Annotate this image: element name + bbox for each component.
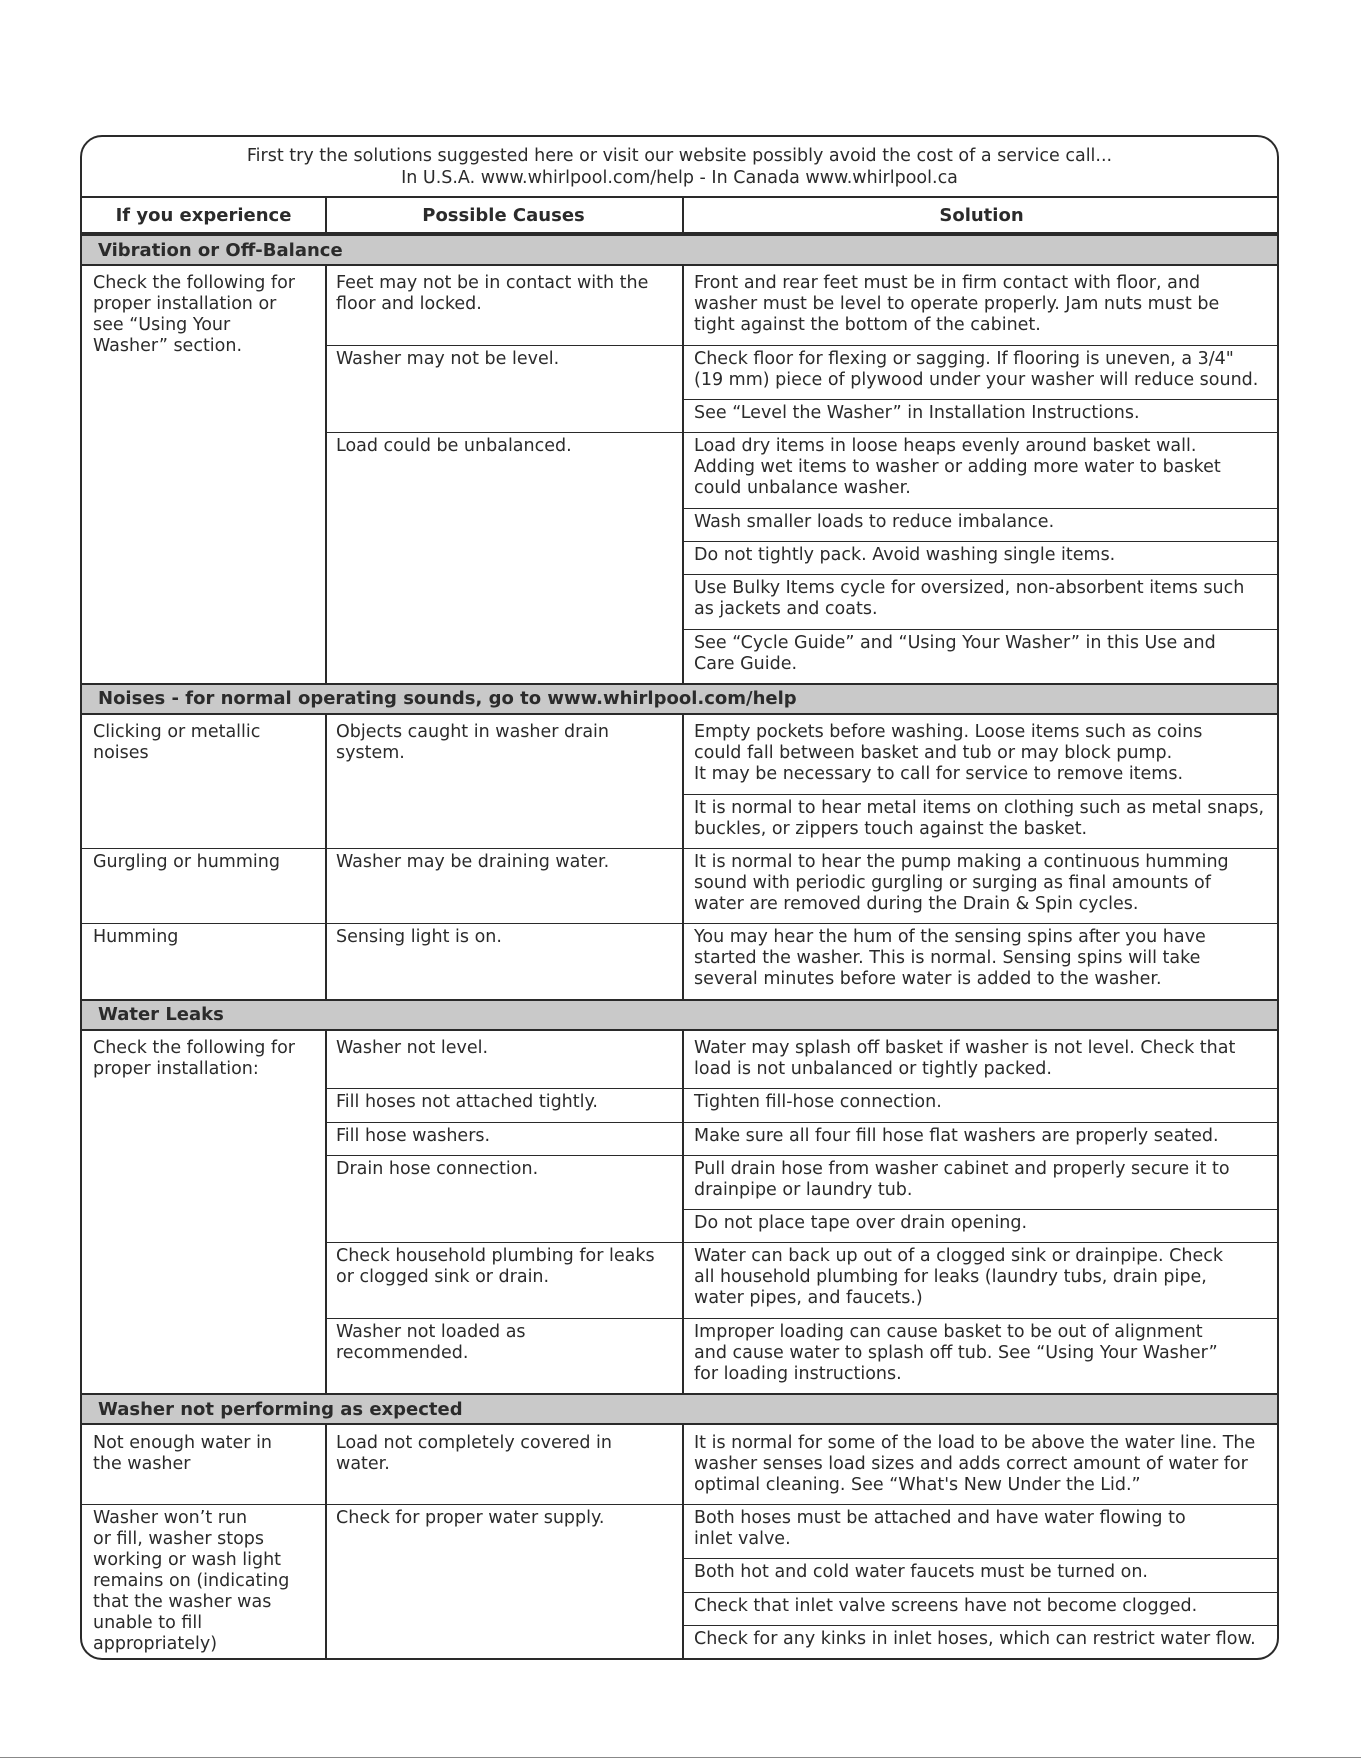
cause-cell: Fill hoses not attached tightly. xyxy=(336,1092,598,1113)
intro-banner xyxy=(82,137,1277,196)
problem-cell: Washer won’t run or fill, washer stops working or wash light remains on (indicating that the washer was unable to fill appropriately) xyxy=(93,1507,290,1654)
solution-cell: Both hoses must be attached and have water flowing to inlet valve. xyxy=(694,1507,1186,1549)
solution-cell: It is normal for some of the load to be above the water line. The washer senses load sizes and adds correct amount of water for optimal cleaning. See “What's New Under the Lid.” xyxy=(694,1432,1256,1495)
cause-cell: Sensing light is on. xyxy=(336,927,502,948)
solution-cell: Water may splash off basket if washer is not level. Check that load is not unbalanced or tightly packed. xyxy=(694,1038,1236,1080)
cause-cell: Washer may not be level. xyxy=(336,348,560,369)
solution-cell: Water can back up out of a clogged sink or drainpipe. Check all household plumbing for leaks (laundry tubs, drain pipe, water pipes, and faucets.) xyxy=(694,1246,1224,1309)
cause-cell: Drain hose connection. xyxy=(336,1158,539,1179)
solution-cell: See “Level the Washer” in Installation Instructions. xyxy=(694,403,1140,424)
cause-cell: Objects caught in washer drain system. xyxy=(336,722,610,764)
solution-cell: See “Cycle Guide” and “Using Your Washer” in this Use and Care Guide. xyxy=(694,632,1216,674)
problem-cell: Check the following for proper installation: xyxy=(93,1038,295,1080)
troubleshooting-table xyxy=(80,135,1279,1660)
page-bottom-rule xyxy=(0,1757,1361,1758)
solution-cell: Do not tightly pack. Avoid washing single items. xyxy=(694,544,1116,565)
solution-cell: Wash smaller loads to reduce imbalance. xyxy=(694,511,1055,532)
section-header: Noises - for normal operating sounds, go to www.whirlpool.com/help xyxy=(82,683,1279,715)
solution-cell: Load dry items in loose heaps evenly around basket wall. Adding wet items to washer or adding more water to basket could unbalance washer. xyxy=(694,436,1221,499)
cause-cell: Washer not level. xyxy=(336,1038,489,1059)
solution-cell: Make sure all four fill hose flat washers are properly seated. xyxy=(694,1125,1219,1146)
cause-cell: Load could be unbalanced. xyxy=(336,436,572,457)
solution-cell: Tighten fill-hose connection. xyxy=(694,1092,942,1113)
cause-cell: Washer may be draining water. xyxy=(336,851,610,872)
problem-cell: Clicking or metallic noises xyxy=(93,722,261,764)
solution-cell: Check for any kinks in inlet hoses, which can restrict water flow. xyxy=(694,1628,1256,1649)
cause-cell: Check household plumbing for leaks or clogged sink or drain. xyxy=(336,1246,655,1288)
cause-cell: Fill hose washers. xyxy=(336,1125,491,1146)
section-header: Water Leaks xyxy=(82,999,1279,1031)
intro-line-1: First try the solutions suggested here or visit our website possibly avoid the cost of a service call... xyxy=(246,145,1113,166)
solution-cell: Check floor for flexing or sagging. If flooring is uneven, a 3/4" (19 mm) piece of plywood under your washer will reduce sound. xyxy=(694,348,1259,390)
solution-cell: Front and rear feet must be in firm contact with floor, and washer must be level to operate properly. Jam nuts must be tight against the bottom of the cabinet. xyxy=(694,273,1220,336)
intro-line-2: In U.S.A. www.whirlpool.com/help - In Canada www.whirlpool.ca xyxy=(401,167,958,188)
section-header: Vibration or Off-Balance xyxy=(82,234,1279,266)
solution-cell: Both hot and cold water faucets must be turned on. xyxy=(694,1562,1148,1583)
problem-cell: Humming xyxy=(93,927,179,948)
cause-cell: Washer not loaded as recommended. xyxy=(336,1321,526,1363)
solution-cell: Check that inlet valve screens have not become clogged. xyxy=(694,1595,1198,1616)
solution-cell: Improper loading can cause basket to be out of alignment and cause water to splash off tub. See “Using Your Washer” for loading instructions. xyxy=(694,1321,1218,1384)
problem-cell: Check the following for proper installation or see “Using Your Washer” section. xyxy=(93,273,295,357)
section-header: Washer not performing as expected xyxy=(82,1393,1279,1425)
cause-cell: Check for proper water supply. xyxy=(336,1507,605,1528)
cause-cell: Load not completely covered in water. xyxy=(336,1432,612,1474)
cause-cell: Feet may not be in contact with the floor and locked. xyxy=(336,273,649,315)
problem-cell: Gurgling or humming xyxy=(93,851,280,872)
solution-cell: It is normal to hear the pump making a continuous humming sound with periodic gurgling or surging as final amounts of water are removed during the Drain & Spin cycles. xyxy=(694,851,1229,914)
solution-cell: Pull drain hose from washer cabinet and properly secure it to drainpipe or laundry tub. xyxy=(694,1158,1230,1200)
table-body xyxy=(82,234,1277,1658)
column-header-solution: Solution xyxy=(939,204,1024,226)
column-header-causes: Possible Causes xyxy=(422,204,585,226)
solution-cell: It is normal to hear metal items on clothing such as metal snaps, buckles, or zippers touch against the basket. xyxy=(694,797,1265,839)
column-header-row xyxy=(82,196,1277,234)
column-header-experience: If you experience xyxy=(115,204,292,226)
problem-cell: Not enough water in the washer xyxy=(93,1432,273,1474)
solution-cell: You may hear the hum of the sensing spins after you have started the washer. This is normal. Sensing spins will take several minutes before water is added to the washer. xyxy=(694,927,1206,990)
solution-cell: Use Bulky Items cycle for oversized, non-absorbent items such as jackets and coats. xyxy=(694,578,1245,620)
solution-cell: Empty pockets before washing. Loose items such as coins could fall between basket and tub or may block pump. It may be necessary to call for service to remove items. xyxy=(694,722,1203,785)
solution-cell: Do not place tape over drain opening. xyxy=(694,1213,1028,1234)
